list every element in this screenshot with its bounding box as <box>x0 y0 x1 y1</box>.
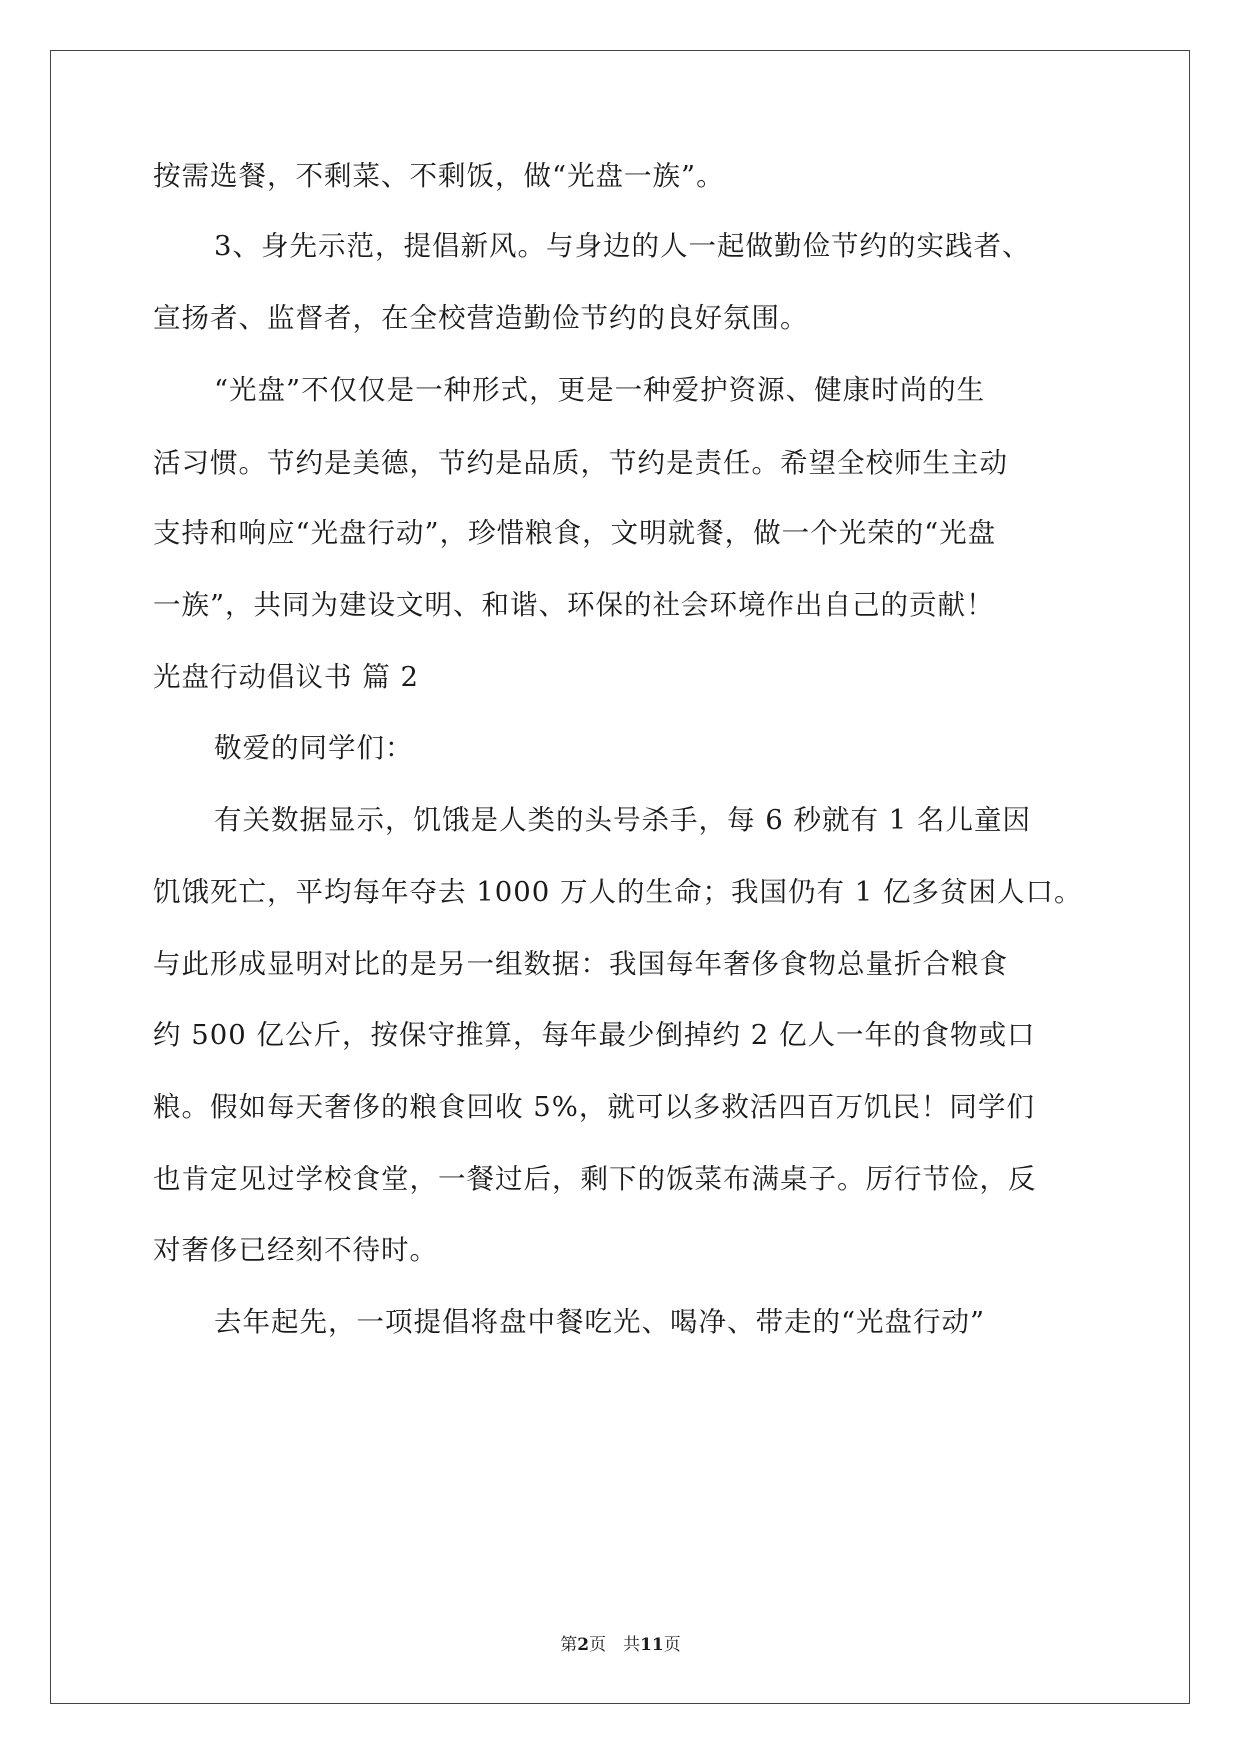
body-line-12: 与此形成显明对比的是另一组数据：我国每年奢侈食物总量折合粮食 <box>153 948 1008 980</box>
salutation: 敬爱的同学们： <box>214 732 414 764</box>
body-line-1: 按需选餐，不剩菜、不剩饭，做“光盘一族”。 <box>153 160 725 192</box>
body-line-6: 支持和响应“光盘行动”，珍惜粮食，文明就餐，做一个光荣的“光盘 <box>153 517 997 549</box>
body-line-13: 约 500 亿公斤，按保守推算，每年最少倒掉约 2 亿人一年的食物或口 <box>153 1019 1036 1051</box>
footer-page-number: 2 <box>577 1635 590 1655</box>
page-footer <box>0 1630 1241 1655</box>
section-heading: 光盘行动倡议书 篇 2 <box>153 661 419 693</box>
body-line-15: 也肯定见过学校食堂，一餐过后，剩下的饭菜布满桌子。厉行节俭，反 <box>153 1163 1037 1195</box>
body-line-5: 活习惯。节约是美德，节约是品质，节约是责任。希望全校师生主动 <box>153 447 1008 479</box>
footer-prefix: 第 <box>560 1635 578 1655</box>
body-line-2: 3、身先示范，提倡新风。与身边的人一起做勤俭节约的实践者、 <box>214 230 1031 262</box>
body-line-10: 有关数据显示，饥饿是人类的头号杀手，每 6 秒就有 1 名儿童因 <box>214 804 1031 836</box>
footer-total-pages: 11 <box>640 1635 664 1655</box>
body-line-11: 饥饿死亡，平均每年夺去 1000 万人的生命；我国仍有 1 亿多贫困人口。 <box>153 876 1083 908</box>
body-line-4: “光盘”不仅仅是一种形式，更是一种爱护资源、健康时尚的生 <box>214 374 986 406</box>
body-line-3: 宣扬者、监督者，在全校营造勤俭节约的良好氛围。 <box>153 302 809 334</box>
body-line-16: 对奢侈已经刻不待时。 <box>153 1234 438 1266</box>
body-line-17: 去年起先，一项提倡将盘中餐吃光、喝净、带走的“光盘行动” <box>214 1306 986 1338</box>
footer-mid: 页 共 <box>589 1635 641 1655</box>
body-line-7: 一族”，共同为建设文明、和谐、环保的社会环境作出自己的贡献！ <box>153 589 995 621</box>
footer-suffix: 页 <box>663 1635 681 1655</box>
body-line-14: 粮。假如每天奢侈的粮食回收 5%，就可以多救活四百万饥民！同学们 <box>153 1091 1035 1123</box>
